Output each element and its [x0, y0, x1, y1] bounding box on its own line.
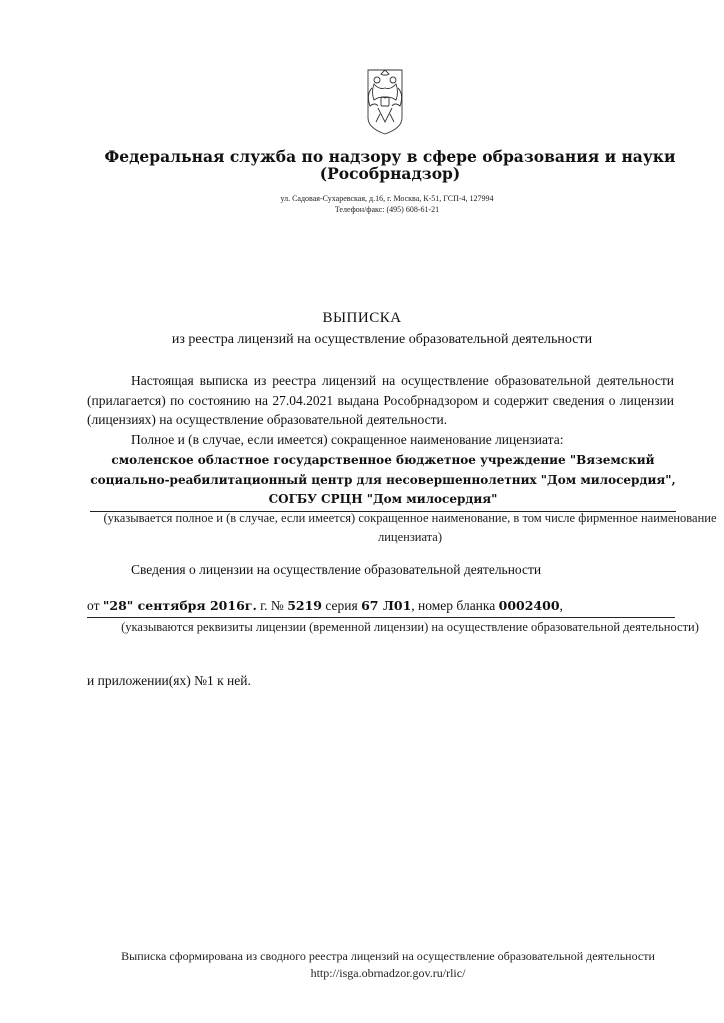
license-suffix: ,	[559, 598, 563, 613]
russian-double-headed-eagle-emblem-icon	[358, 66, 412, 136]
license-prefix: от	[87, 598, 103, 613]
licensee-line: СОГБУ СРЦН "Дом милосердия"	[268, 492, 498, 506]
licensee-name-label: Полное и (в случае, если имеется) сокращенное наименование лицензиата:	[131, 432, 564, 447]
license-number-prefix: г. №	[256, 598, 288, 613]
license-details	[87, 598, 563, 614]
licensee-line: смоленское областное государственное бюджетное учреждение "Вяземский	[111, 453, 655, 467]
licensee-line: социально-реабилитационный центр для несовершеннолетних "Дом милосердия",	[90, 472, 676, 487]
agency-full-name: Федеральная служба по надзору в сфере образования и науки	[104, 147, 676, 166]
footer-note: Выписка сформирована из сводного реестра лицензий на осуществление образовательной деятельности http://isga.obrnadzor.gov.ru/rlic/	[121, 949, 655, 980]
licensee-name	[90, 451, 676, 512]
license-series-prefix: серия	[322, 598, 362, 613]
agency-address: ул. Садовая-Сухаревская, д.16, г. Москва, К-51, ГСП-4, 127994	[280, 194, 494, 203]
license-date: "28" сентября 2016г.	[102, 598, 257, 613]
agency-phone: Телефон/факс: (495) 608-61-21	[334, 205, 440, 214]
license-series: 67 Л01	[361, 598, 412, 613]
appendix-note: и приложении(ях) №1 к ней.	[87, 673, 251, 688]
licensee-name-hint: (указывается полное и (в случае, если имеется) сокращенное наименование, в том числе фирменное наименование лицензиата)	[103, 511, 717, 544]
license-info-heading: Сведения о лицензии на осуществление образовательной деятельности	[131, 562, 542, 577]
document-title: ВЫПИСКА	[322, 310, 402, 326]
document-subtitle: из реестра лицензий на осуществление образовательной деятельности	[171, 332, 593, 347]
license-number: 5219	[287, 598, 322, 613]
agency-name	[60, 148, 720, 182]
license-details-hint: (указываются реквизиты лицензии (временной лицензии) на осуществление образовательной деятельности)	[121, 620, 699, 634]
agency-contacts	[200, 193, 574, 215]
intro-paragraph: Настоящая выписка из реестра лицензий на осуществление образовательной деятельности (прилагается) по состоянию на 27.04.2021 выдана Рособрнадзором и содержит сведения о лицензии (лицензиях) на осуществление образовательной деятельности.	[87, 373, 674, 427]
license-form-number: 0002400	[498, 598, 560, 613]
license-form-prefix: , номер бланка	[411, 598, 499, 613]
agency-short-name: (Рособрнадзор)	[319, 164, 461, 183]
